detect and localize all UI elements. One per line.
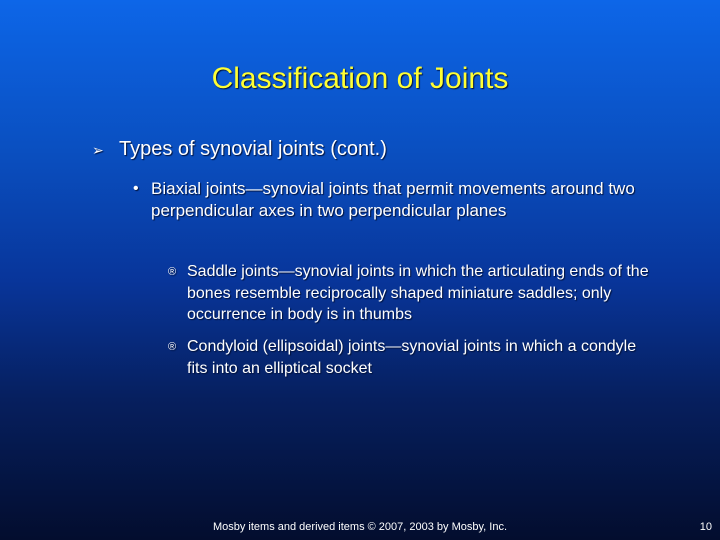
bullet-level2 <box>133 178 653 222</box>
bullet-level1 <box>92 138 387 161</box>
bullet-level1-text: Types of synovial joints (cont.) <box>119 138 387 160</box>
bullet-level3-condyloid <box>168 336 658 379</box>
copyright-footer: Mosby items and derived items © 2007, 2003 by Mosby, Inc. <box>212 521 508 533</box>
bullet-level3-text: Saddle joints—synovial joints in which the articulating ends of the bones resemble reciprocally shaped miniature saddles; only occurrence in body is in thumbs <box>187 263 649 323</box>
arrow-bullet-icon: ➢ <box>92 142 104 158</box>
dot-bullet-icon: • <box>133 180 139 197</box>
bullet-level2-text: Biaxial joints—synovial joints that permit movements around two perpendicular axes in two perpendicular planes <box>151 179 635 220</box>
registered-bullet-icon: ® <box>168 266 177 278</box>
registered-bullet-icon: ® <box>168 341 177 353</box>
bullet-level3-saddle <box>168 261 658 326</box>
page-number: 10 <box>699 521 712 533</box>
slide-title: Classification of Joints <box>211 62 509 95</box>
bullet-level3-text: Condyloid (ellipsoidal) joints—synovial joints in which a condyle fits into an elliptical socket <box>187 338 637 377</box>
